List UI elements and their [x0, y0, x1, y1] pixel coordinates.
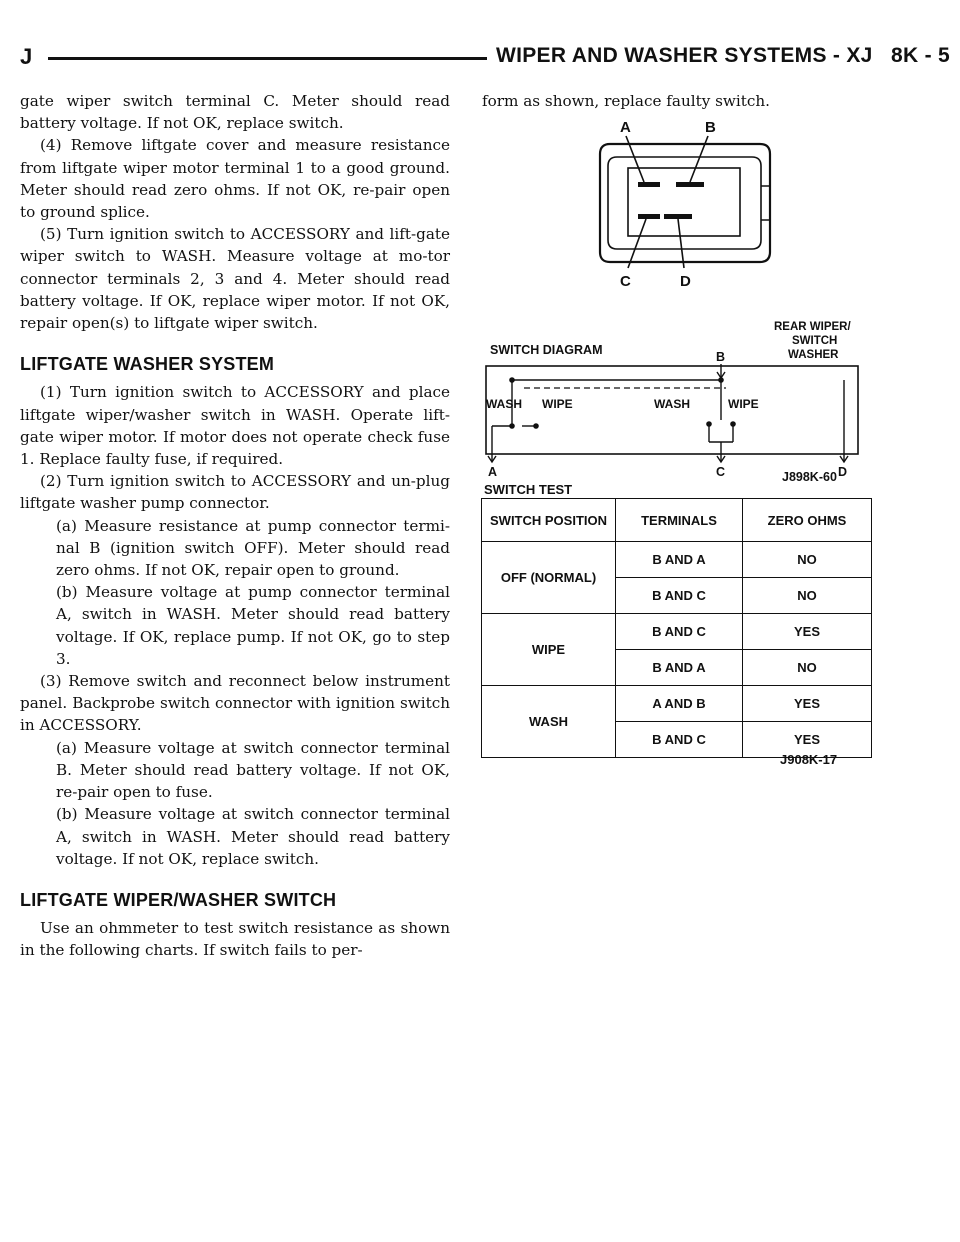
table-caption: SWITCH TEST: [484, 482, 573, 497]
diagram-wash-1: WASH: [486, 397, 522, 411]
position-cell: WASH: [482, 686, 616, 758]
diagram-part-line2: SWITCH: [792, 335, 838, 347]
position-cell: OFF (NORMAL): [482, 542, 616, 614]
connector-diagram: [580, 112, 800, 294]
diagram-term-c: C: [716, 465, 726, 476]
connector-label-b: B: [705, 119, 716, 136]
right-column: [482, 90, 902, 112]
page-title: [496, 44, 950, 68]
switch-test-table: [481, 498, 872, 758]
section-letter: J: [20, 44, 33, 69]
paragraph: form as shown, replace faulty switch.: [482, 92, 770, 110]
diagram-wipe-2: WIPE: [728, 397, 759, 411]
position-cell: WIPE: [482, 614, 616, 686]
terminals-cell: B AND C: [616, 614, 743, 650]
zero-ohms-cell: YES: [743, 614, 872, 650]
zero-ohms-cell: NO: [743, 578, 872, 614]
section-title: WIPER AND WASHER SYSTEMS - XJ: [496, 44, 873, 67]
connector-label-c: C: [620, 273, 631, 290]
paragraph: (4) Remove liftgate cover and measure resistance from liftgate wiper motor terminal 1 to a good ground. Meter should read zero ohms. If not OK, re-pair open to ground splice.: [20, 136, 450, 222]
paragraph: (b) Measure voltage at switch connector terminal A, switch in WASH. Meter should read battery voltage. If not OK, replace switch.: [56, 805, 450, 868]
section-heading: LIFTGATE WIPER/WASHER SWITCH: [20, 889, 337, 910]
terminal-d: [664, 214, 692, 219]
paragraph: (a) Measure voltage at switch connector terminal B. Meter should read battery voltage. If not OK, re-pair open to fuse.: [56, 738, 450, 802]
left-column: [20, 90, 450, 962]
diagram-wipe-1: WIPE: [542, 397, 573, 411]
paragraph: gate wiper switch terminal C. Meter should read battery voltage. If not OK, replace switch.: [20, 92, 450, 133]
terminals-cell: B AND A: [616, 542, 743, 578]
terminal-c: [638, 214, 660, 219]
section-heading: LIFTGATE WASHER SYSTEM: [20, 354, 275, 375]
paragraph: (3) Remove switch and reconnect below instrument panel. Backprobe switch connector with ignition switch in ACCESSORY.: [20, 672, 450, 735]
diagram-title: SWITCH DIAGRAM: [490, 343, 603, 357]
switch-diagram: [482, 316, 882, 476]
contact: [533, 423, 539, 429]
figure-id: J908K-17: [780, 752, 838, 767]
column-header: TERMINALS: [616, 499, 743, 542]
zero-ohms-cell: NO: [743, 542, 872, 578]
paragraph: Use an ohmmeter to test switch resistance as shown in the following charts. If switch fails to per-: [20, 919, 450, 960]
table-row: [482, 686, 872, 722]
diagram-part-line1: REAR WIPER/: [774, 321, 851, 333]
leader-line: [678, 219, 684, 268]
figure-id: J898K-60: [782, 470, 837, 484]
connector-inner: [608, 157, 761, 249]
page-header: [0, 0, 960, 80]
table-row: [482, 614, 872, 650]
column-header: SWITCH POSITION: [482, 499, 616, 542]
header-rule: [48, 57, 487, 60]
connector-label-a: A: [620, 119, 631, 136]
paragraph: (b) Measure voltage at pump connector terminal A, switch in WASH. Meter should read battery voltage. If OK, replace pump. If not OK, go to step 3.: [56, 583, 450, 668]
paragraph: (1) Turn ignition switch to ACCESSORY and place liftgate wiper/washer switch in WASH. Operate lift-gate wiper motor. If motor does not operate check fuse 1. Replace faulty fuse, if required.: [20, 383, 450, 469]
paragraph: (5) Turn ignition switch to ACCESSORY and lift-gate wiper switch to WASH. Measure voltage at mo-tor connector terminals 2, 3 and 4. Meter should read battery voltage. If OK, replace wiper motor. If not OK, repair open(s) to liftgate wiper switch.: [20, 225, 450, 333]
column-header: ZERO OHMS: [743, 499, 872, 542]
terminals-cell: B AND C: [616, 578, 743, 614]
diagram-wash-2: WASH: [654, 397, 690, 411]
connector-shell: [600, 144, 770, 262]
diagram-term-b: B: [716, 350, 726, 364]
table-header-row: [482, 499, 872, 542]
terminals-cell: A AND B: [616, 686, 743, 722]
zero-ohms-cell: NO: [743, 650, 872, 686]
leader-line: [628, 219, 646, 268]
zero-ohms-cell: YES: [743, 686, 872, 722]
terminals-cell: B AND C: [616, 722, 743, 758]
terminal-b: [676, 182, 704, 187]
diagram-part-line3: WASHER: [788, 349, 839, 361]
zero-ohms-cell: YES: [743, 722, 872, 758]
terminals-cell: B AND A: [616, 650, 743, 686]
diagram-term-a: A: [488, 465, 498, 476]
leader-line: [690, 136, 708, 182]
paragraph: (a) Measure resistance at pump connector termi-nal B (ignition switch OFF). Meter should read zero ohms. If not OK, repair open to ground.: [56, 516, 450, 580]
diagram-term-d: D: [838, 465, 848, 476]
connector-lock: [761, 186, 770, 220]
page-number: 8K - 5: [891, 44, 951, 67]
connector-label-d: D: [680, 273, 691, 290]
terminal-a: [638, 182, 660, 187]
paragraph: (2) Turn ignition switch to ACCESSORY and un-plug liftgate washer pump connector.: [20, 472, 450, 513]
connector-cavity: [628, 168, 740, 236]
table-row: [482, 542, 872, 578]
